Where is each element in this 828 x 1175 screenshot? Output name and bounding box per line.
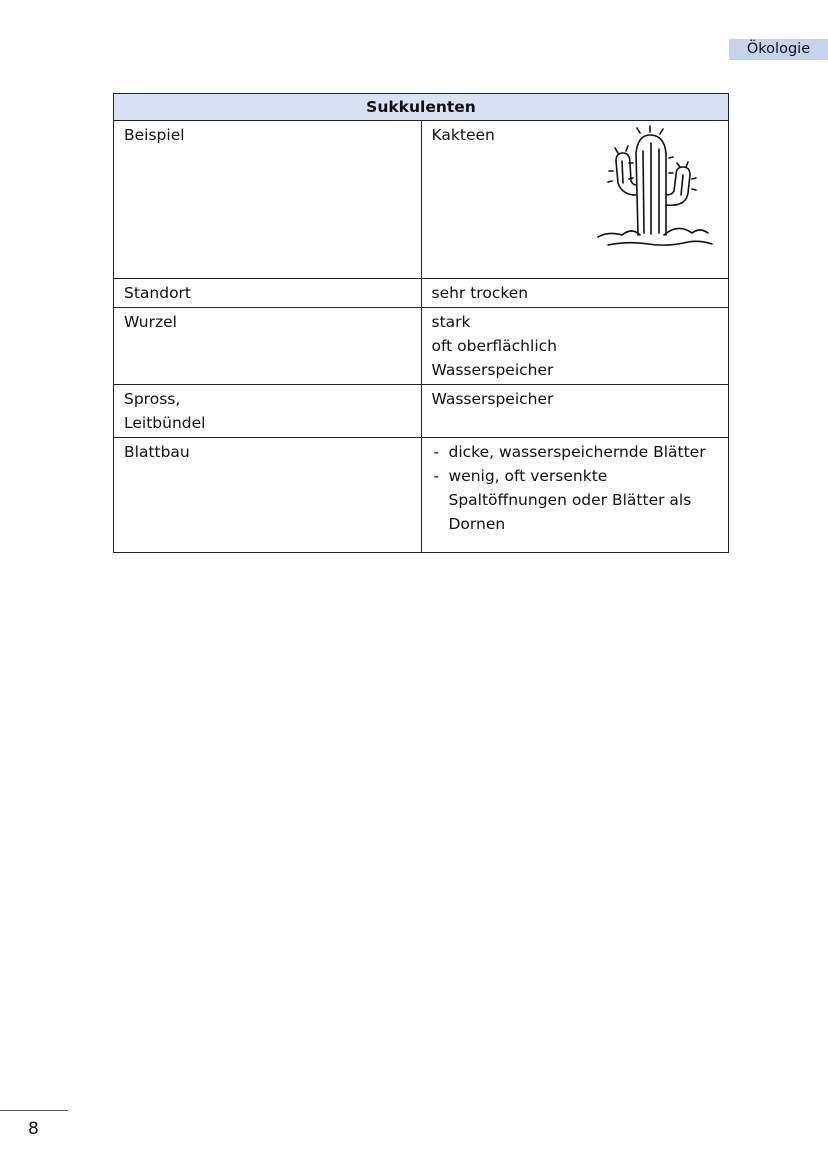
table-header-row — [114, 94, 729, 121]
row-value: sehr trocken — [421, 279, 729, 308]
label-line: Spross, — [124, 390, 181, 408]
row-value — [421, 121, 729, 279]
table-row — [114, 308, 729, 385]
list-item: - wenig, oft versenkte Spaltöffnungen oder Blätter als Dornen — [432, 464, 719, 536]
table-row — [114, 438, 729, 553]
value-line: stark — [431, 313, 471, 331]
row-value — [421, 308, 729, 385]
section-tag: Ökologie — [729, 39, 828, 60]
row-label: Beispiel — [114, 121, 422, 279]
sukkulenten-table — [113, 93, 729, 553]
row-value — [421, 438, 729, 553]
table-row — [114, 121, 729, 279]
bullet-list — [432, 440, 719, 536]
row-label: Blattbau — [114, 438, 422, 553]
row-label: Standort — [114, 279, 422, 308]
row-label: Wurzel — [114, 308, 422, 385]
table-title: Sukkulenten — [114, 94, 729, 121]
label-line: Leitbündel — [124, 414, 206, 432]
row-label — [114, 385, 422, 438]
list-item: - dicke, wasserspeichernde Blätter — [432, 440, 719, 464]
value-line: Wasserspeicher — [431, 361, 554, 379]
cactus-icon — [588, 123, 726, 255]
value-line: Kakteen — [431, 126, 495, 144]
row-value: Wasserspeicher — [421, 385, 729, 438]
value-line: oft oberflächlich — [431, 337, 557, 355]
footer-rule — [0, 1110, 68, 1111]
table-row — [114, 279, 729, 308]
page-number: 8 — [28, 1119, 39, 1139]
table-row — [114, 385, 729, 438]
